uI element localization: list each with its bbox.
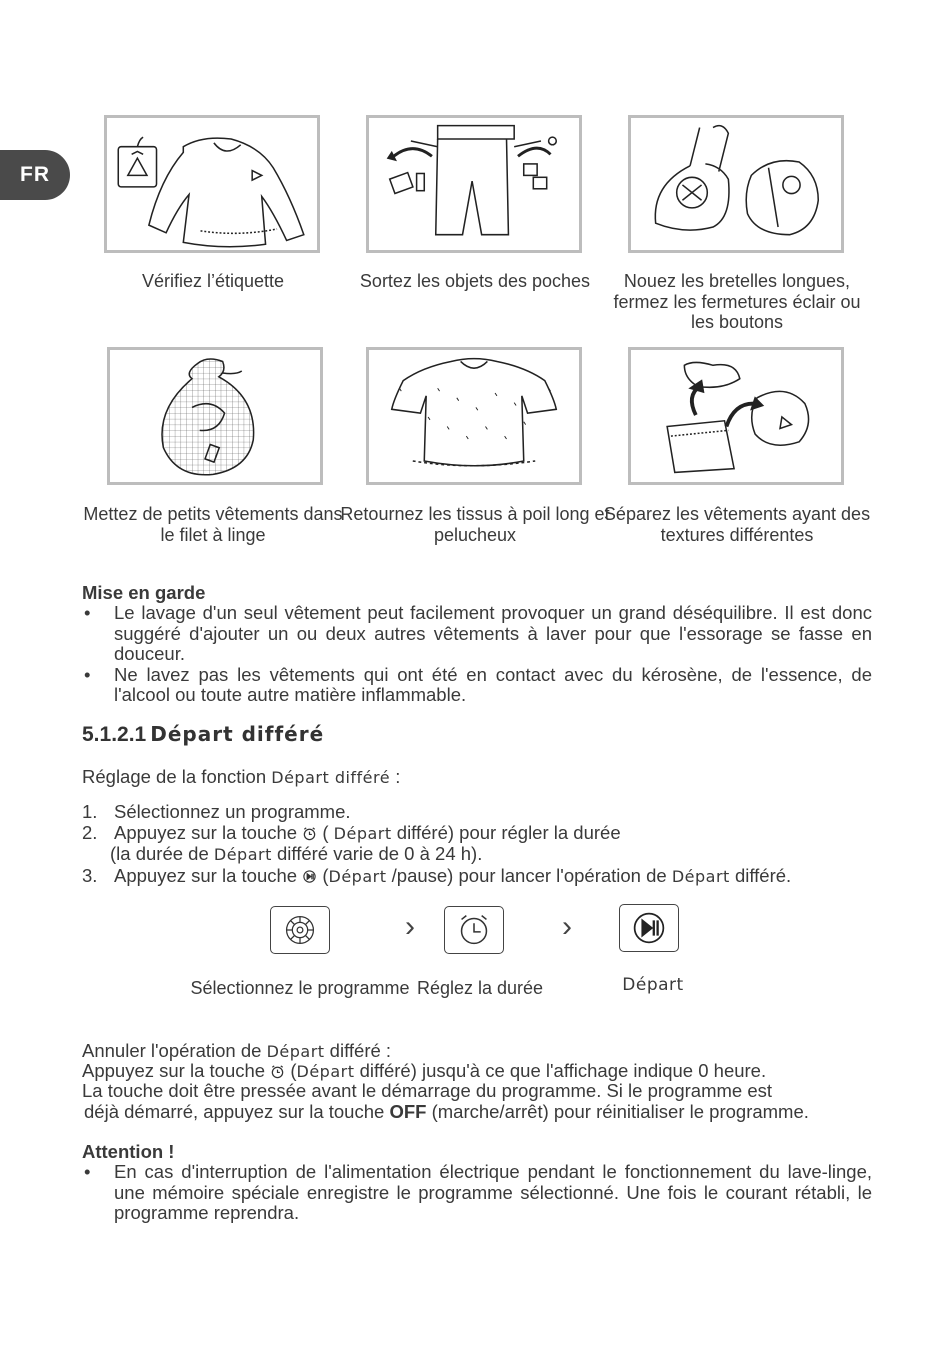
empty-pockets-illustration — [366, 115, 582, 253]
setup-steps — [82, 802, 882, 887]
cancel-line-3: La touche doit être pressée avant le démarrage du programme. Si le programme est — [82, 1080, 773, 1101]
care-label-sweater-illustration — [104, 115, 320, 253]
start-pause-icon — [302, 869, 317, 884]
caption-empty-pockets: Sortez les objets des poches — [359, 271, 591, 291]
cancel-line-4: déjà démarré, appuyez sur la touche OFF (marche/arrêt) pour réinitialiser le programme. — [84, 1101, 809, 1122]
alarm-clock-icon — [445, 907, 503, 953]
inside-out-sweater-illustration — [366, 347, 582, 485]
alarm-clock-icon — [302, 826, 317, 841]
section-heading: Départ différé — [150, 722, 325, 746]
caption-tie-straps: Nouez les bretelles longues, fermez les fermetures éclair ou les boutons — [613, 271, 861, 332]
cancel-line-2: Appuyez sur la touche (Départ différé) jusqu'à ce que l'affichage indique 0 heure. — [82, 1060, 767, 1081]
list-item: 1. Sélectionnez un programme. — [82, 801, 351, 822]
chevron-right-icon: › — [405, 910, 415, 943]
caption-separate-textures: Séparez les vêtements ayant des textures différentes — [603, 504, 871, 545]
cancel-line-1: Annuler l'opération de Départ différé : — [82, 1040, 392, 1061]
tie-straps-illustration — [628, 115, 844, 253]
list-item: (la durée de Départ différé varie de 0 à 24 h). — [110, 843, 483, 864]
program-dial-icon — [271, 907, 329, 953]
caption-check-label: Vérifiez l’étiquette — [141, 271, 285, 291]
flow-label-program: Sélectionnez le programme — [190, 978, 410, 998]
list-item: • Le lavage d'un seul vêtement peut facilement provoquer un grand déséquilibre. Il est donc suggéré d'ajouter un ou deux autres vêtements à laver pour que l'essorage se fasse en douceur. — [82, 603, 872, 665]
alarm-clock-icon — [270, 1064, 285, 1079]
delay-start-button[interactable] — [444, 906, 504, 954]
start-pause-button[interactable] — [619, 904, 679, 952]
separate-textures-illustration — [628, 347, 844, 485]
start-pause-icon — [620, 905, 678, 951]
setup-intro: Réglage de la fonction Départ différé : — [82, 766, 401, 787]
attention-title: Attention ! — [82, 1141, 175, 1162]
program-dial-button[interactable] — [270, 906, 330, 954]
section-number: 5.1.2.1 — [82, 723, 147, 746]
list-item: • Ne lavez pas les vêtements qui ont été en contact avec du kérosène, de l'essence, de l'alcool ou toute autre matière inflammable. — [82, 665, 872, 706]
list-item: 3. Appuyez sur la touche (Départ /pause) pour lancer l'opération de Départ différé. — [82, 864, 792, 886]
list-item: • En cas d'interruption de l'alimentation électrique pendant le fonctionnement du lave-linge, une mémoire spéciale enregistre le programme sélectionné. Une fois le courant rétabli, le programme reprendra. — [82, 1162, 872, 1224]
chevron-right-icon: › — [562, 910, 572, 943]
warning-list — [82, 603, 872, 706]
flow-label-duration: Réglez la durée — [416, 978, 544, 998]
language-tab: FR — [0, 150, 70, 200]
caption-inside-out: Retournez les tissus à poil long et pelucheux — [340, 504, 610, 545]
attention-list — [82, 1162, 872, 1224]
caption-laundry-net: Mettez de petits vêtements dans le filet à linge — [83, 504, 343, 545]
section-title — [82, 722, 324, 747]
laundry-net-illustration — [107, 347, 323, 485]
flow-label-start: Départ — [622, 975, 684, 995]
warning-title: Mise en garde — [82, 582, 206, 603]
list-item: 2. Appuyez sur la touche ( Départ différé) pour régler la durée — [82, 821, 621, 843]
